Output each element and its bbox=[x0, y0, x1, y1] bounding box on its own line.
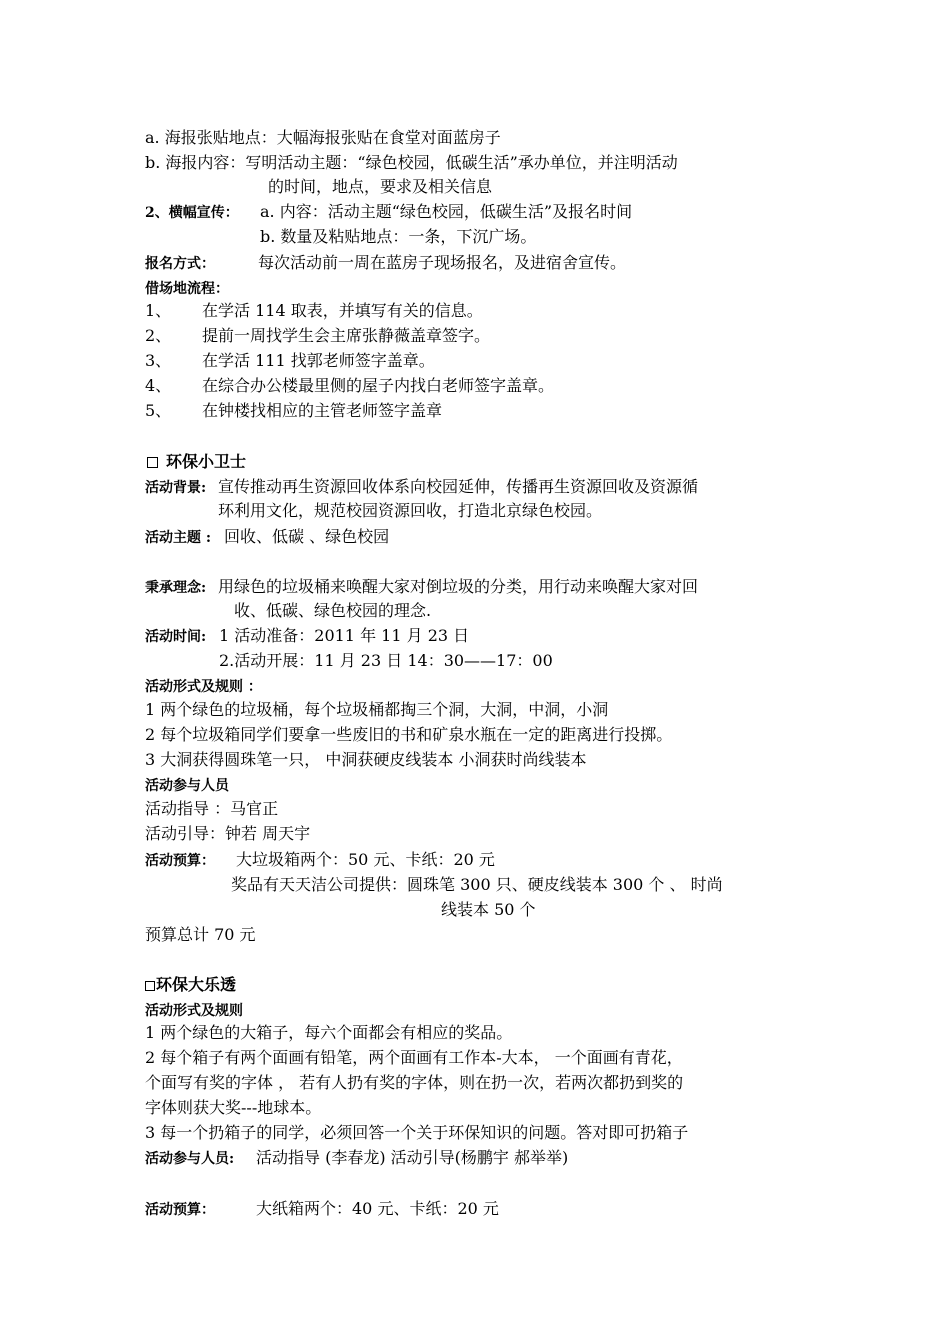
theme-text: 回收、低碳 、绿色校园 bbox=[224, 527, 390, 546]
time-run: 2.活动开展：11 月 23 日 14：30——17：00 bbox=[219, 651, 553, 670]
lotto-participants-text: 活动指导 (李春龙) 活动引导(杨鹏宇 郝举举) bbox=[256, 1148, 569, 1167]
venue-step-num: 1、 bbox=[145, 301, 172, 320]
lotto-rule-line: 字体则获大奖---地球本。 bbox=[145, 1098, 322, 1117]
poster-content-line-cont: 的时间，地点，要求及相关信息 bbox=[268, 177, 493, 196]
theme-label: 活动主题 : bbox=[145, 530, 212, 546]
lotto-rule-line: 个面写有奖的字体 ， 若有人扔有奖的字体，则在扔一次，若两次都扔到奖的 bbox=[145, 1073, 684, 1092]
venue-step-text: 提前一周找学生会主席张静薇盖章签字。 bbox=[202, 326, 491, 345]
background-text: 宣传推动再生资源回收体系向校园延伸，传播再生资源回收及资源循 bbox=[218, 477, 699, 496]
budget-line: 大垃圾箱两个：50 元、卡纸：20 元 bbox=[236, 850, 495, 869]
lotto-rule-line: 1 两个绿色的大箱子，每六个面都会有相应的奖品。 bbox=[145, 1023, 513, 1042]
lotto-participants-label: 活动参与人员: bbox=[145, 1151, 235, 1167]
venue-step-text: 在学活 111 找郭老师签字盖章。 bbox=[202, 351, 435, 370]
lead-line: 活动引导：钟若 周天宇 bbox=[145, 824, 311, 843]
banner-label: 2、横幅宣传： bbox=[145, 205, 239, 221]
rule-line: 3 大洞获得圆珠笔一只， 中洞获硬皮线装本 小洞获时尚线装本 bbox=[145, 750, 587, 769]
poster-location-line: a. 海报张贴地点：大幅海报张贴在食堂对面蓝房子 bbox=[145, 128, 501, 147]
rule-line: 1 两个绿色的垃圾桶，每个垃圾桶都掏三个洞，大洞，中洞，小洞 bbox=[145, 700, 609, 719]
venue-step-text: 在钟楼找相应的主管老师签字盖章 bbox=[202, 401, 443, 420]
budget-prize-line: 奖品有天天洁公司提供：圆珠笔 300 只、硬皮线装本 300 个 、 时尚 bbox=[231, 875, 723, 894]
section-title-text: 环保大乐透 bbox=[156, 975, 237, 994]
venue-step-num: 2、 bbox=[145, 326, 172, 345]
checkbox-square-icon bbox=[145, 981, 155, 991]
budget-prize-line-cont: 线装本 50 个 bbox=[441, 900, 536, 919]
venue-step-num: 3、 bbox=[145, 351, 172, 370]
section-title-lotto bbox=[145, 974, 236, 996]
section-title-guard bbox=[147, 451, 246, 473]
lotto-rules-label: 活动形式及规则 bbox=[145, 1003, 243, 1019]
idea-text: 用绿色的垃圾桶来唤醒大家对倒垃圾的分类，用行动来唤醒大家对回 bbox=[218, 577, 699, 596]
venue-step-text: 在学活 114 取表，并填写有关的信息。 bbox=[202, 301, 483, 320]
background-text-cont: 环利用文化，规范校园资源回收，打造北京绿色校园。 bbox=[218, 501, 603, 520]
rule-line: 2 每个垃圾箱同学们要拿一些废旧的书和矿泉水瓶在一定的距离进行投掷。 bbox=[145, 725, 673, 744]
lotto-rule-line: 2 每个箱子有两个面画有铅笔，两个面画有工作本-大本， 一个面画有青花， bbox=[145, 1048, 683, 1067]
budget-label: 活动预算： bbox=[145, 853, 215, 869]
venue-step-num: 5、 bbox=[145, 401, 172, 420]
time-prep: 1 活动准备：2011 年 11 月 23 日 bbox=[219, 626, 470, 645]
lotto-budget-text: 大纸箱两个：40 元、卡纸：20 元 bbox=[256, 1199, 499, 1218]
venue-step-text: 在综合办公楼最里侧的屋子内找白老师签字盖章。 bbox=[202, 376, 555, 395]
poster-content-line: b. 海报内容：写明活动主题：“绿色校园，低碳生活”承办单位，并注明活动 bbox=[145, 153, 678, 172]
venue-step-num: 4、 bbox=[145, 376, 172, 395]
lotto-budget-label: 活动预算： bbox=[145, 1202, 215, 1218]
participants-label: 活动参与人员 bbox=[145, 778, 229, 794]
signup-text: 每次活动前一周在蓝房子现场报名，及进宿舍宣传。 bbox=[258, 253, 627, 272]
background-label: 活动背景: bbox=[145, 480, 207, 496]
idea-label: 秉承理念: bbox=[145, 580, 207, 596]
idea-text-cont: 收、低碳、绿色校园的理念. bbox=[234, 601, 432, 620]
rules-label: 活动形式及规则 ： bbox=[145, 679, 262, 695]
banner-quantity-line: b. 数量及粘贴地点：一条，下沉广场。 bbox=[260, 227, 537, 246]
checkbox-square-icon bbox=[147, 457, 158, 468]
time-label: 活动时间: bbox=[145, 629, 207, 645]
signup-label: 报名方式： bbox=[145, 256, 215, 272]
guide-line: 活动指导 ：马官正 bbox=[145, 799, 279, 818]
venue-process-label: 借场地流程： bbox=[145, 281, 229, 297]
section-title-text: 环保小卫士 bbox=[166, 452, 247, 471]
budget-total: 预算总计 70 元 bbox=[145, 925, 256, 944]
lotto-rule-line: 3 每一个扔箱子的同学，必须回答一个关于环保知识的问题。答对即可扔箱子 bbox=[145, 1123, 689, 1142]
banner-content-line: a. 内容：活动主题“绿色校园，低碳生活”及报名时间 bbox=[260, 202, 633, 221]
